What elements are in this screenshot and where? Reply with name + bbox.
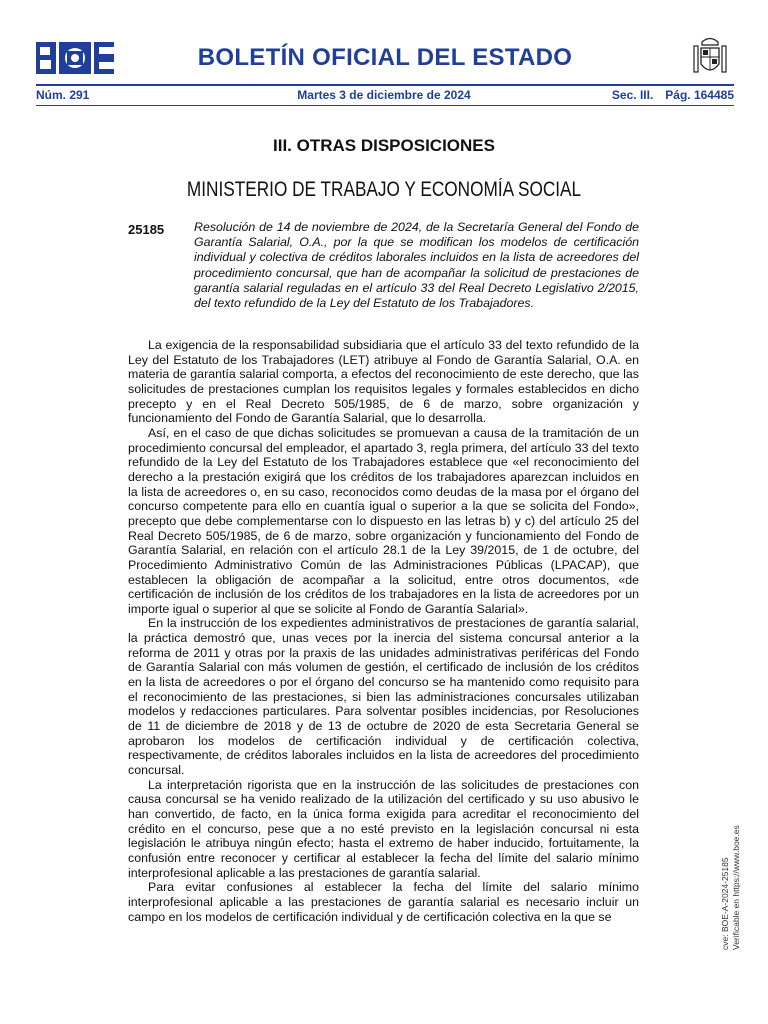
document-body (128, 338, 639, 924)
paragraph: Para evitar confusiones al establecer la fecha del límite del salario mínimo interprofesional aplicable a las prestaciones de garantía salarial es necesario incluir un campo en los modelos de certificación individual y de certificación colectiva en la que se (128, 880, 639, 924)
cve-code: cve: BOE-A-2024-25185 (720, 857, 730, 950)
section-page (600, 88, 734, 102)
page-title: BOLETÍN OFICIAL DEL ESTADO (197, 44, 573, 71)
resolution-summary: Resolución de 14 de noviembre de 2024, de la Secretaría General del Fondo de Garantía Salarial, O.A., por la que se modifican los modelos de certificación individual y colectiva de créditos laborales incluidos en la lista de acreedores del procedimiento concursal, que han de acompañar la solicitud de prestaciones de garantía salarial reguladas en el artículo 33 del Real Decreto Legislativo 2/2015, del texto refundido de la Ley del Estatuto de los Trabajadores. (194, 220, 639, 311)
paragraph: Así, en el caso de que dichas solicitudes se promuevan a causa de la tramitación de un procedimiento concursal del empleador, el apartado 3, regla primera, del artículo 33 del texto refundido de la Ley del Estatuto de los Trabajadores establece que «el reconocimiento del derecho a la prestación exigirá que los créditos de los trabajadores aparezcan incluidos en la lista de acreedores o, en su caso, reconocidos como deudas de la masa por el órgano del concurso competente para ello en cuantía igual o superior a la que se solicita del Fondo», precepto que debe complementarse con lo dispuesto en las letras b) y c) del artículo 25 del Real Decreto 505/1985, de 6 de marzo, sobre organización y funcionamiento del Fondo de Garantía Salarial, en relación con el artículo 28.1 de la Ley 39/2015, de 1 de octubre, del Procedimiento Administrativo Común de las Administraciones Públicas (LPACAP), que establecen la obligación de acompañar a la solicitud, entre otros documentos, «de certificación de inclusión de los créditos de los trabajadores en la lista de acreedores por un importe igual o superior al que se solicite al Fondo de Garantía Salarial». (128, 425, 639, 616)
boe-logo (36, 42, 116, 74)
verification-note (720, 730, 742, 950)
document-number: 25185 (128, 222, 165, 237)
header-underline (36, 105, 734, 106)
issue-date: Martes 3 de diciembre de 2024 (297, 88, 471, 102)
paragraph: La exigencia de la responsabilidad subsidiaria que el artículo 33 del texto refundido de la Ley del Estatuto de los Trabajadores (LET) atribuye al Fondo de Garantía Salarial, O.A. en materia de garantía salarial comporta, a efectos del reconocimiento de este derecho, que las solicitudes de prestaciones cumplan los requisitos legales y formales establecidos en dicho precepto y en el Real Decreto 505/1985, de 6 de marzo, sobre organización y funcionamiento del Fondo de Garantía Salarial, que lo desarrolla. (128, 338, 639, 426)
page-number: Pág. 164485 (665, 88, 734, 102)
ministry-title: MINISTERIO DE TRABAJO Y ECONOMÍA SOCIAL (186, 178, 582, 201)
verify-link[interactable]: Verificable en https://www.boe.es (731, 825, 741, 950)
paragraph: La interpretación rigorista que en la instrucción de las solicitudes de prestaciones con causa concursal se ha venido realizado de la utilización del certificado y su uso abusivo le han convertido, de facto, en la única forma exigida para acreditar el reconocimiento del crédito en el concurso, pese que a no esté previsto en la legislación concursal ni esta legislación le atribuya ningún efecto; hasta el extremo de haber inducido, fortuitamente, la confusión entre reconocer y certificar al establecer la fecha del límite del salario mínimo interprofesional aplicable a las prestaciones de garantía salarial. (128, 777, 639, 880)
section-title: III. OTRAS DISPOSICIONES (273, 136, 495, 155)
paragraph: En la instrucción de los expedientes administrativos de prestaciones de garantía salarial, la práctica demostró que, unas veces por la inercia del sistema concursal anterior a la reforma de 2011 y otras por la praxis de las unidades administrativas periféricas del Fondo de Garantía Salarial con más volumen de gestión, el certificado de inclusión de los créditos en la lista de acreedores o por el órgano del concurso se ha mantenido como requisito para el reconocimiento de las prestaciones, si bien las administraciones concursales utilizaban modelos y redacciones particulares. Para solventar posibles incidencias, por Resoluciones de 11 de diciembre de 2018 y de 13 de octubre de 2020 de esta Secretaria General se aprobaron los modelos de certificación individual y de certificación colectiva, respectivamente, de créditos laborales incluidos en la lista de acreedores del procedimiento concursal. (128, 616, 639, 778)
section-label: Sec. III. (611, 88, 654, 102)
issue-number: Núm. 291 (36, 88, 90, 102)
coat-of-arms-icon (690, 36, 730, 80)
header-divider (36, 84, 734, 86)
